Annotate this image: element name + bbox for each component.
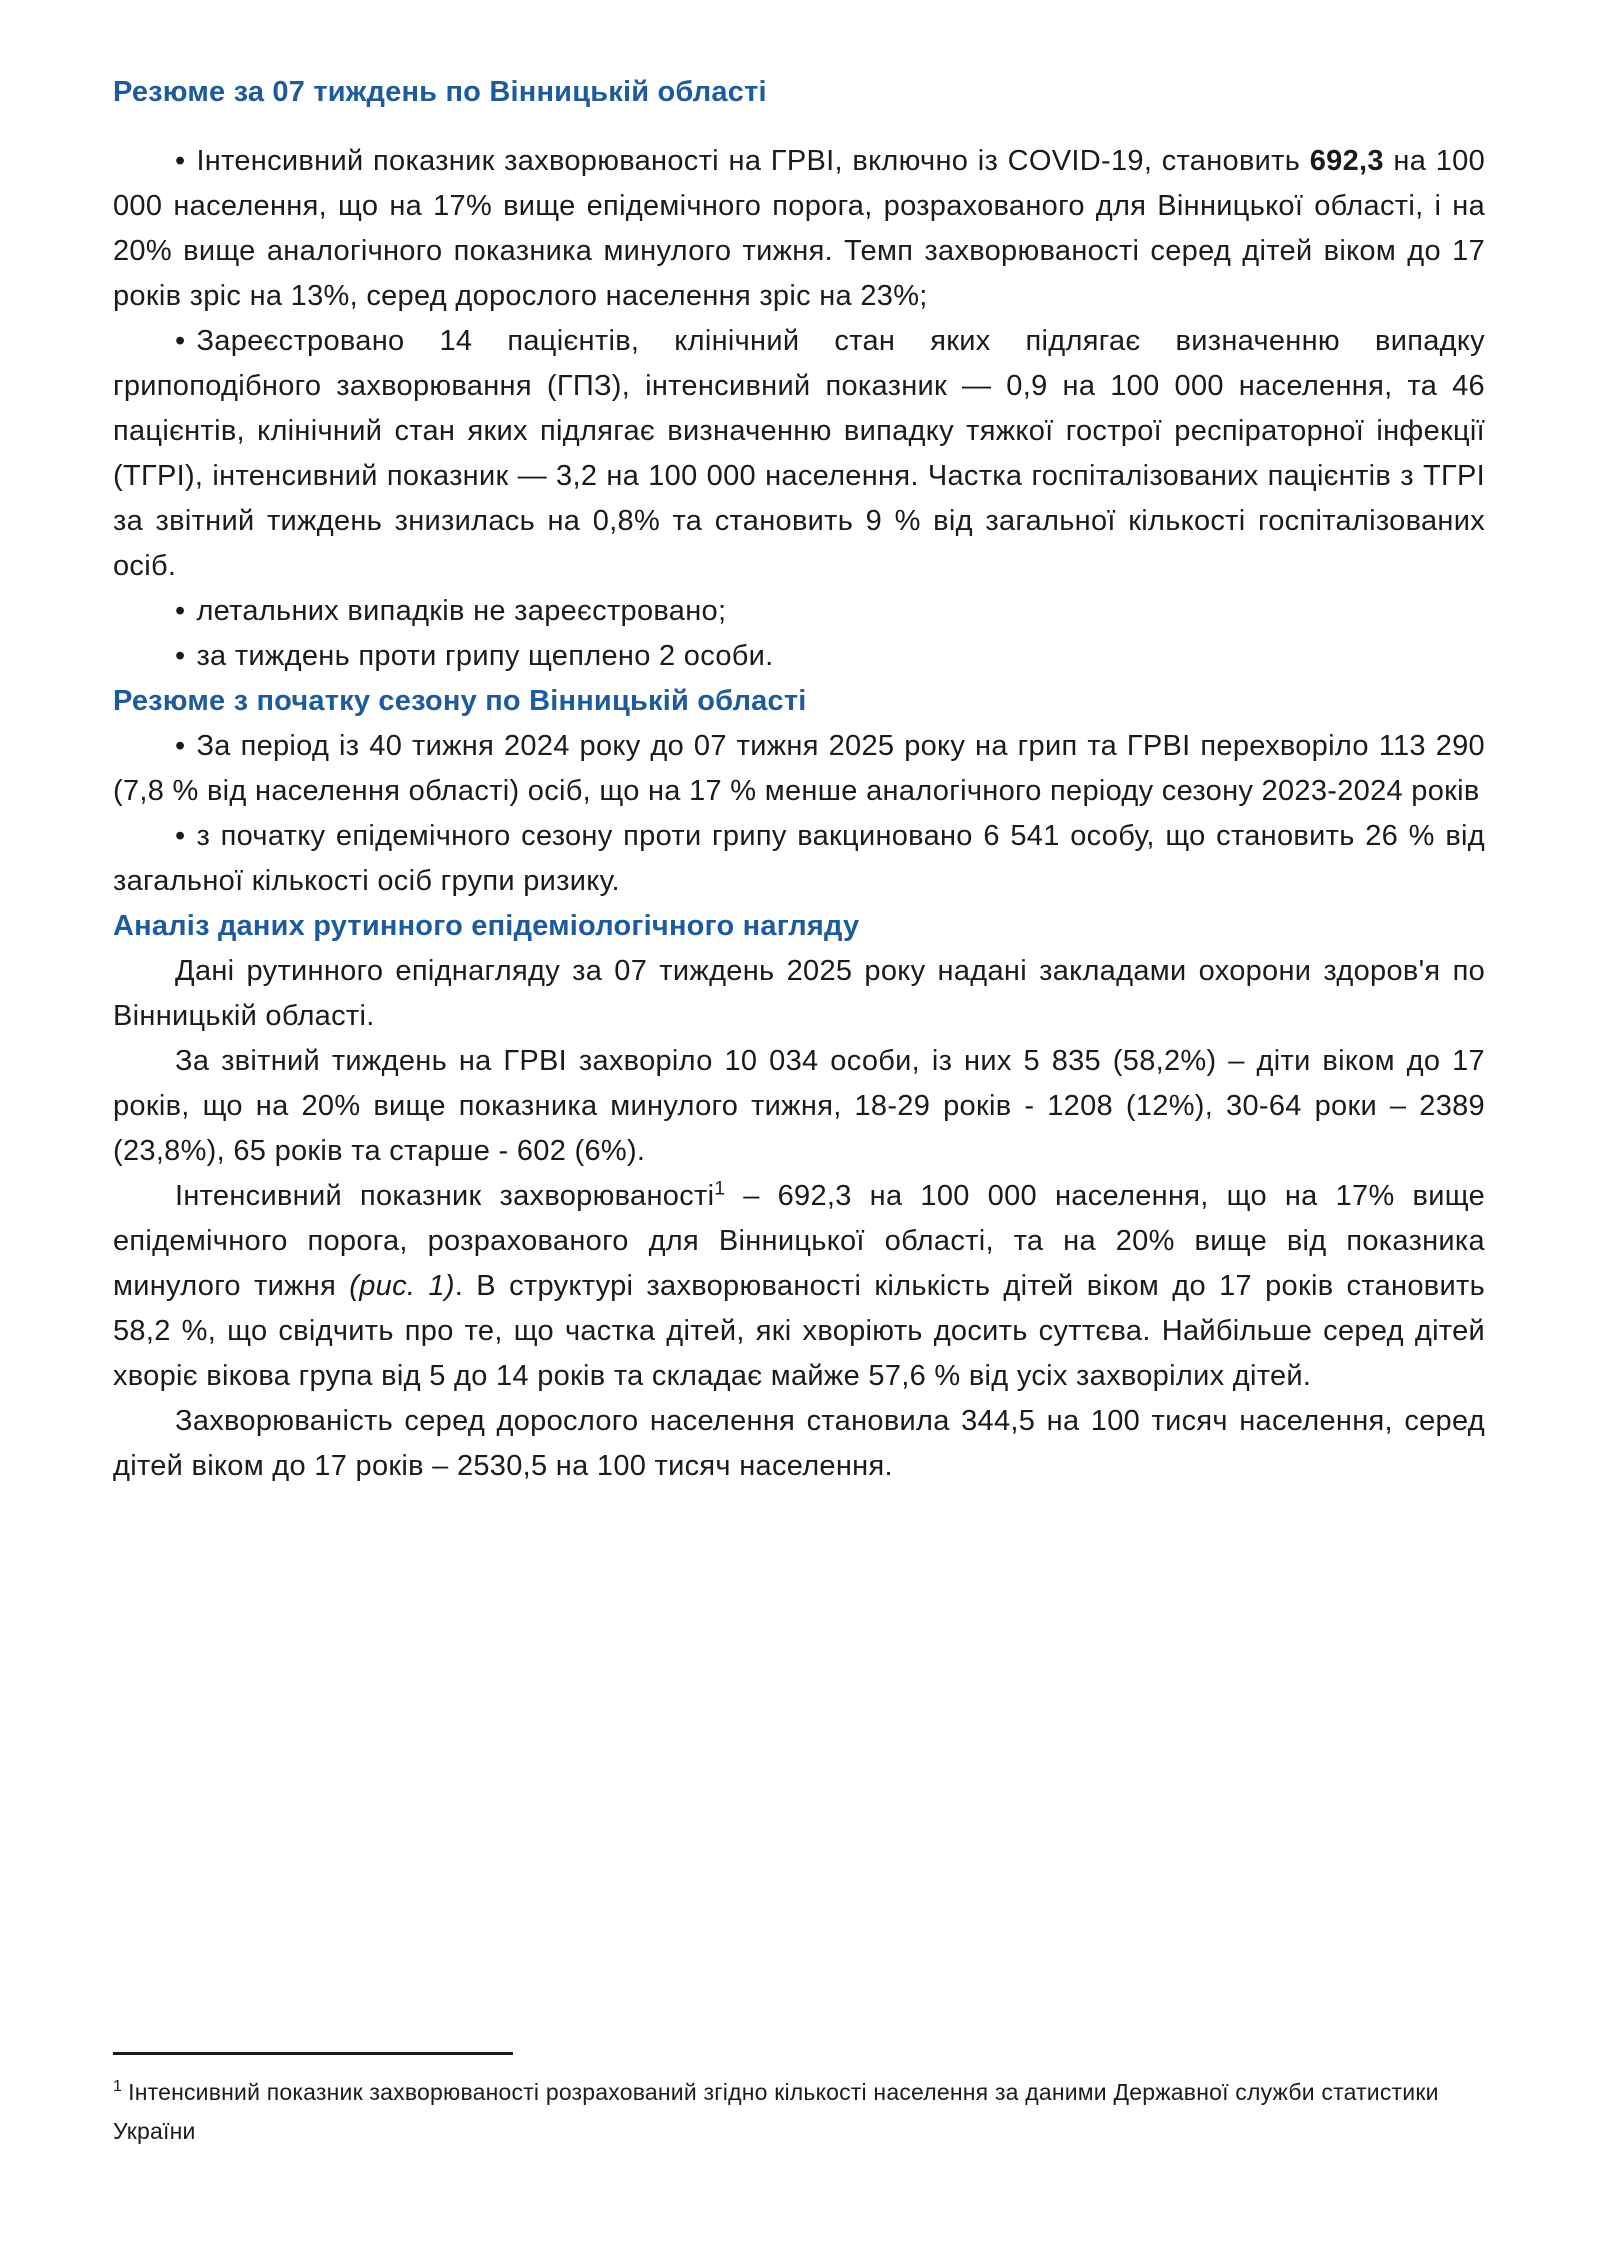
footnote-area	[113, 2052, 1485, 2151]
text-run: з початку епідемічного сезону проти грипу вакциновано 6 541 особу, що становить 26 % від загальної кількості осіб групи ризику.	[113, 820, 1485, 897]
text-run-italic-figure-ref: (рис. 1)	[349, 1270, 455, 1302]
text-run: летальних випадків не зареєстровано;	[196, 595, 727, 627]
paragraph-age-breakdown	[113, 1039, 1485, 1174]
paragraph-adult-child-rates	[113, 1399, 1485, 1489]
text-run: за тиждень проти грипу щеплено 2 особи.	[196, 640, 774, 672]
bullet-marker: •	[175, 640, 186, 672]
paragraph-lethal-cases	[113, 589, 1485, 634]
text-run: на 100 000 населення, що на 17% вище епідемічного порога, розрахованого для Вінницької області, і на 20% вище аналогічного показника минулого тижня. Темп захворюваності серед дітей віком до 17 років зріс на 13%, серед дорослого населення зріс на 23%;	[113, 145, 1485, 312]
bullet-marker: •	[175, 325, 186, 357]
footnote-separator	[113, 2052, 513, 2055]
paragraph-data-source	[113, 949, 1485, 1039]
text-run: За звітний тиждень на ГРВІ захворіло 10 034 особи, із них 5 835 (58,2%) – діти віком до 17 років, що на 20% вище показника минулого тижня, 18-29 років - 1208 (12%), 30-64 роки – 2389 (23,8%), 65 років та старше - 602 (6%).	[113, 1045, 1485, 1167]
paragraph-ili-sari-cases	[113, 319, 1485, 589]
text-run: Захворюваність серед дорослого населення становила 344,5 на 100 тисяч населення, серед дітей віком до 17 років – 2530,5 на 100 тисяч населення.	[113, 1405, 1485, 1482]
text-run: Інтенсивний показник захворюваності	[175, 1180, 715, 1212]
heading-season-summary: Резюме з початку сезону по Вінницькій області	[113, 685, 807, 717]
heading-week-summary: Резюме за 07 тиждень по Вінницькій області	[113, 76, 767, 108]
text-run: Дані рутинного епіднагляду за 07 тиждень 2025 року надані закладами охорони здоров'я по Вінницькій області.	[113, 955, 1485, 1032]
paragraph-season-cases	[113, 724, 1485, 814]
bullet-marker: •	[175, 730, 186, 762]
paragraph-incidence-week	[113, 139, 1485, 319]
bullet-marker: •	[175, 595, 186, 627]
heading-routine-surveillance: Аналіз даних рутинного епідеміологічного нагляду	[113, 910, 860, 942]
footnote-reference-mark: 1	[714, 1178, 726, 1200]
text-run-bold-incidence-value: 692,3	[1309, 145, 1384, 177]
bullet-marker: •	[175, 145, 186, 177]
document-body	[113, 70, 1485, 1489]
text-run: За період із 40 тижня 2024 року до 07 тижня 2025 року на грип та ГРВІ перехворіло 113 290 (7,8 % від населення області) осіб, що на 17 % менше аналогічного періоду сезону 2023-2024 років	[113, 730, 1485, 807]
paragraph-intensive-indicator	[113, 1174, 1485, 1399]
footnote-marker: 1	[113, 2078, 123, 2096]
text-run: Інтенсивний показник захворюваності на ГРВІ, включно із COVID-19, становить	[196, 145, 1310, 177]
text-run: Інтенсивний показник захворюваності розрахований згідно кількості населення за даними Державної служби статистики України	[113, 2079, 1439, 2144]
paragraph-week-vaccinated	[113, 634, 1485, 679]
text-run: – 692,3 на 100 000 населення, що на 17% вище епідемічного порога, розрахованого для Вінницької області, та на 20% вище від показника минулого тижня	[113, 1180, 1485, 1302]
footnote-text	[113, 2073, 1485, 2151]
bullet-marker: •	[175, 820, 186, 852]
text-run: Зареєстровано 14 пацієнтів, клінічний стан яких підлягає визначенню випадку грипоподібного захворювання (ГПЗ), інтенсивний показник — 0,9 на 100 000 населення, та 46 пацієнтів, клінічний стан яких підлягає визначенню випадку тяжкої гострої респіраторної інфекції (ТГРІ), інтенсивний показник — 3,2 на 100 000 населення. Частка госпіталізованих пацієнтів з ТГРІ за звітний тиждень знизилась на 0,8% та становить 9 % від загальної кількості госпіталізованих осіб.	[113, 325, 1485, 582]
text-run: . В структурі захворюваності кількість дітей віком до 17 років становить 58,2 %, що свідчить про те, що частка дітей, які хворіють досить суттєва. Найбільше серед дітей хворіє вікова група від 5 до 14 років та складає майже 57,6 % від усіх захворілих дітей.	[113, 1270, 1485, 1392]
paragraph-season-vaccinated	[113, 814, 1485, 904]
